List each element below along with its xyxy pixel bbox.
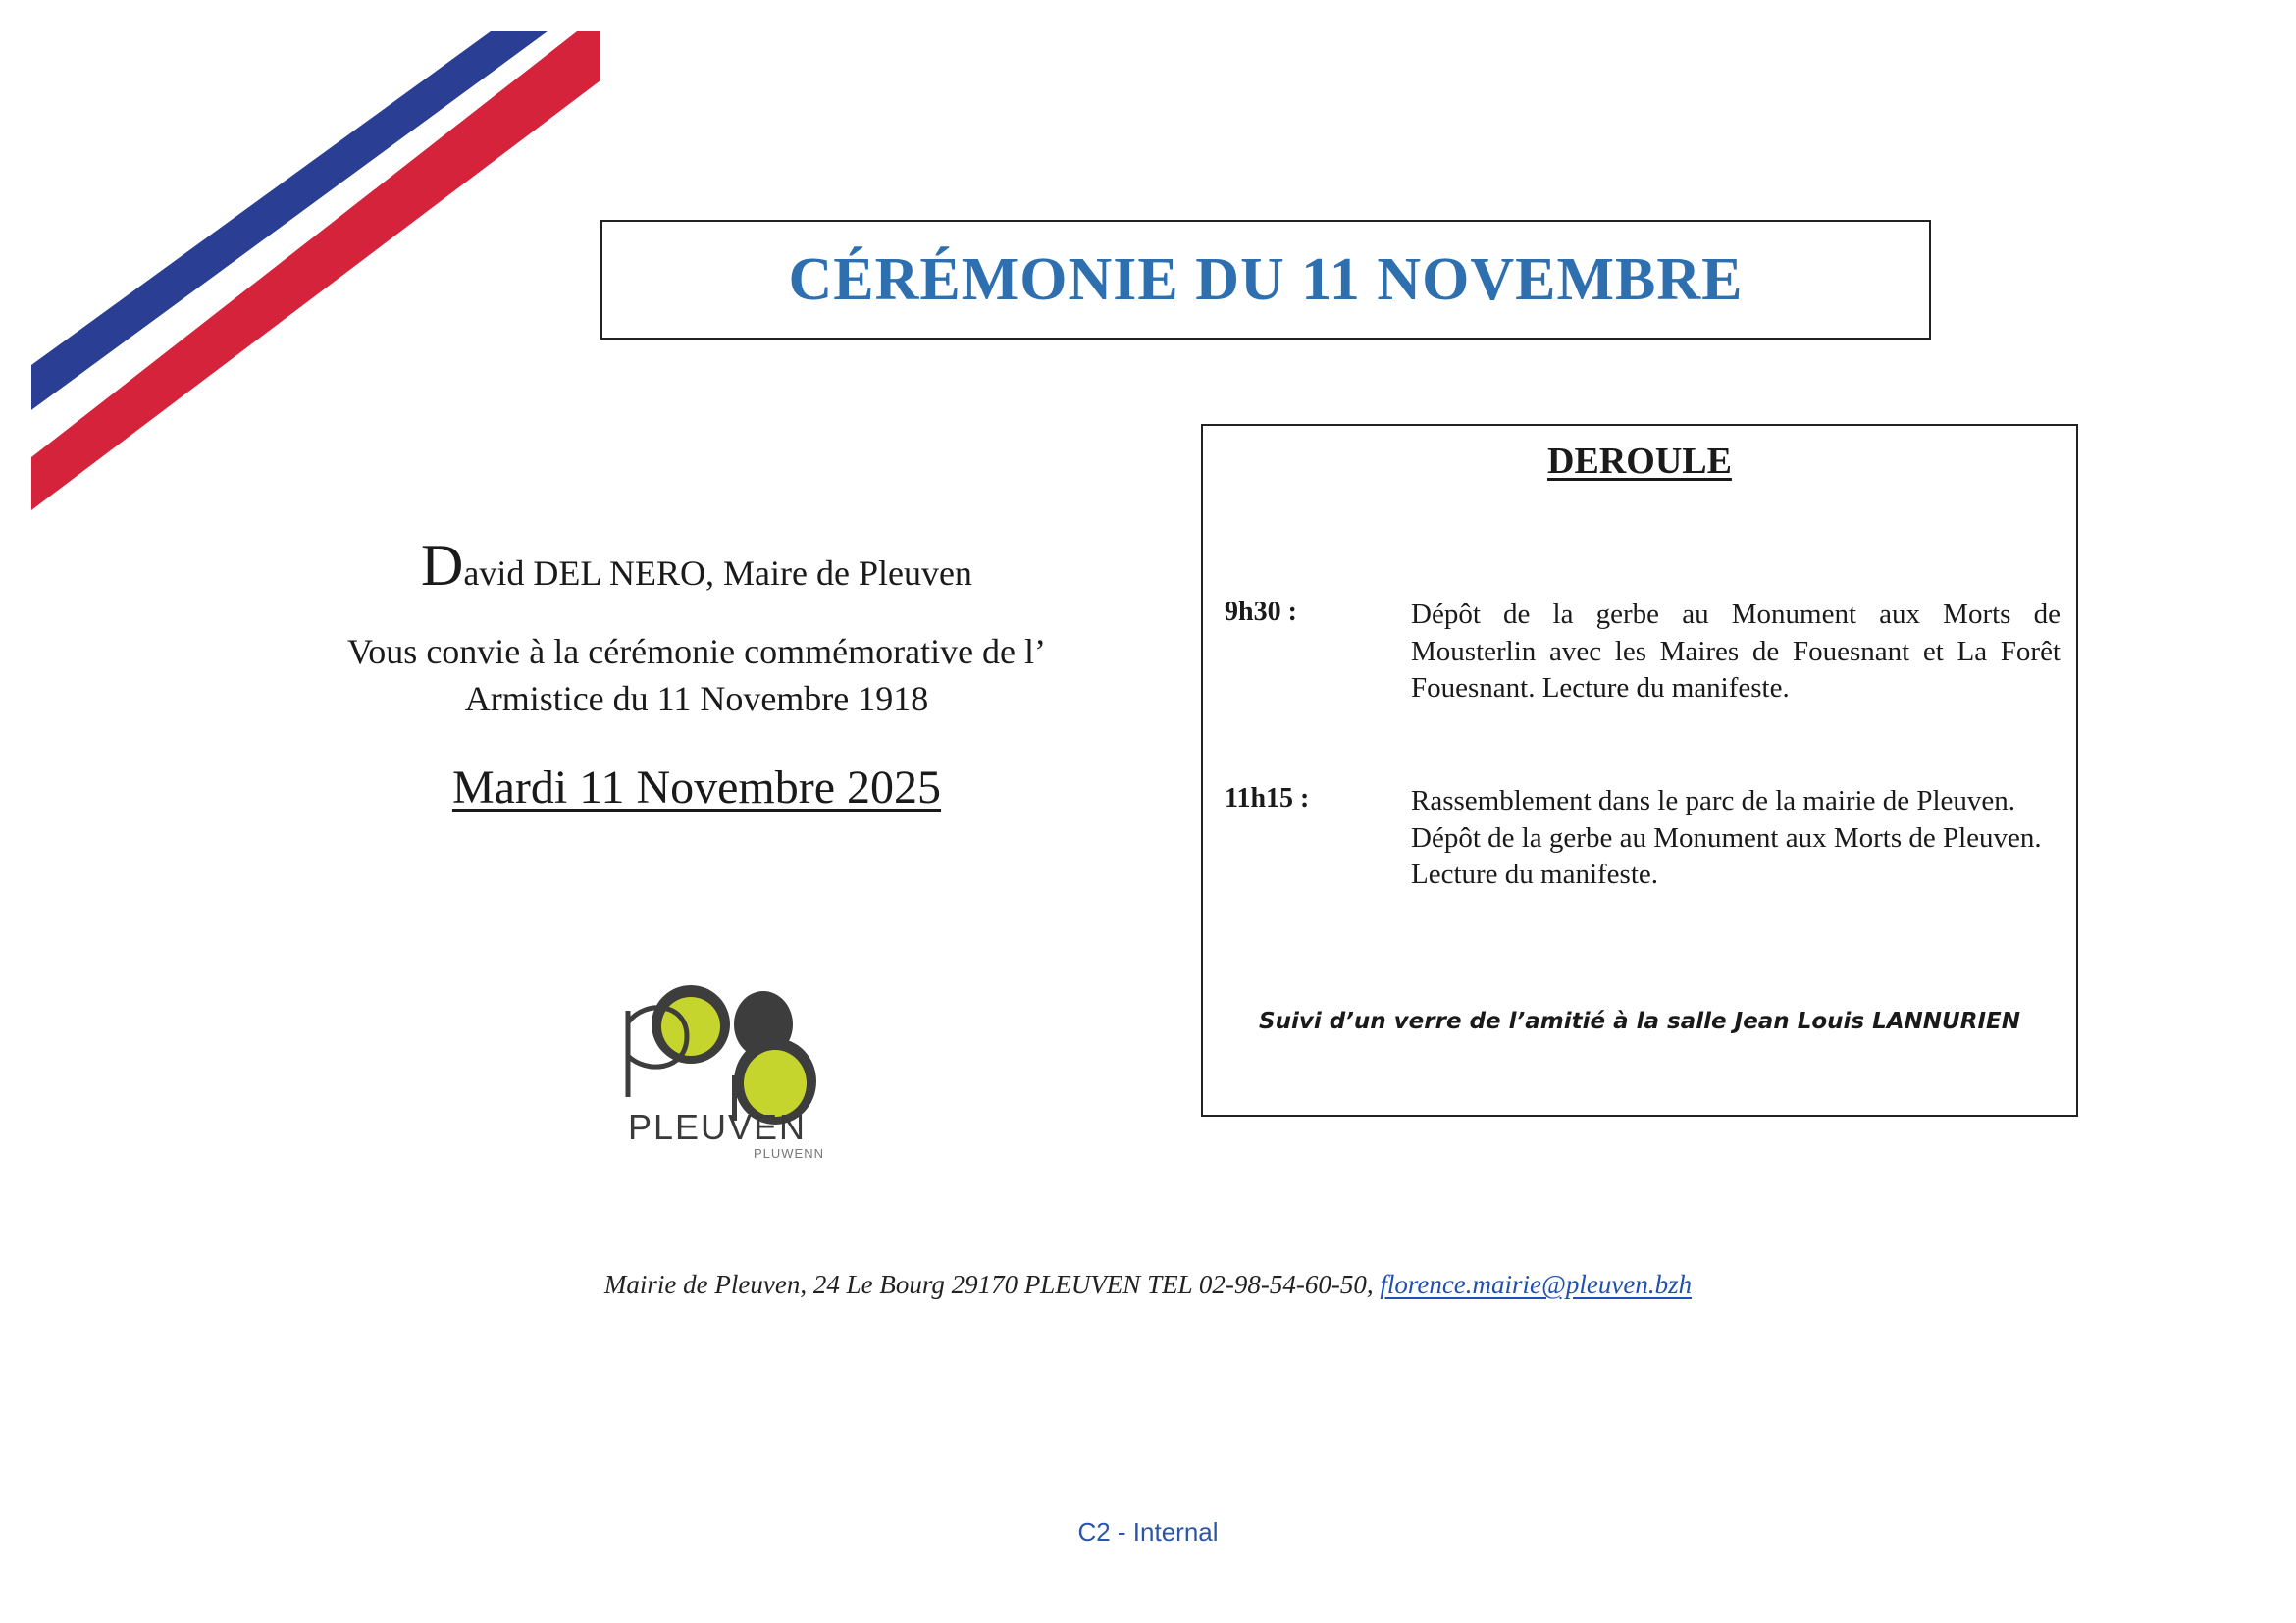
program-heading: DEROULE xyxy=(1547,441,1732,482)
program-followup: Suivi d’un verre de l’amitié à la salle Jean Louis LANNURIEN xyxy=(1259,1009,2020,1034)
invitation-line-2: Armistice du 11 Novembre 1918 xyxy=(464,679,929,718)
program-time: 9h30 : xyxy=(1225,597,1297,627)
program-description xyxy=(1411,783,2061,894)
mayor-initial: D xyxy=(421,533,464,598)
mayor-line xyxy=(245,532,1148,600)
page-title: CÉRÉMONIE DU 11 NOVEMBRE xyxy=(788,245,1744,313)
program-box xyxy=(1201,424,2078,1117)
program-line: Dépôt de la gerbe au Monument aux Morts de Pleuven. xyxy=(1411,821,2042,854)
logo-subtitle: PLUWENN xyxy=(753,1146,824,1161)
program-description xyxy=(1411,597,2061,707)
program-time: 11h15 : xyxy=(1225,783,1310,813)
invitation-text xyxy=(245,628,1148,722)
logo-name: PLEUVEN xyxy=(627,1107,808,1147)
footer-contact xyxy=(0,1270,2296,1300)
ribbon-red-band xyxy=(31,31,600,510)
program-line: Dépôt de la gerbe au Monument aux Morts de Mousterlin avec les Maires de Fouesnant et La Forêt Fouesnant. Lecture du manifeste. xyxy=(1411,599,2061,704)
footer-email-link[interactable]: florence.mairie@pleuven.bzh xyxy=(1380,1270,1693,1299)
mayor-name: avid DEL NERO, Maire de Pleuven xyxy=(463,553,972,593)
classification-label: C2 - Internal xyxy=(1077,1517,1219,1546)
invitation-line-1: Vous convie à la cérémonie commémorative de l’ xyxy=(346,632,1047,671)
tricolor-ribbon xyxy=(0,0,628,530)
footer-address: Mairie de Pleuven, 24 Le Bourg 29170 PLEUVEN TEL 02-98-54-60-50, xyxy=(603,1270,1381,1299)
program-line: Lecture du manifeste. xyxy=(1411,859,1659,890)
ceremony-date: Mardi 11 Novembre 2025 xyxy=(451,761,942,813)
title-box xyxy=(600,220,1931,340)
program-line: Rassemblement dans le parc de la mairie de Pleuven. xyxy=(1411,785,2016,816)
